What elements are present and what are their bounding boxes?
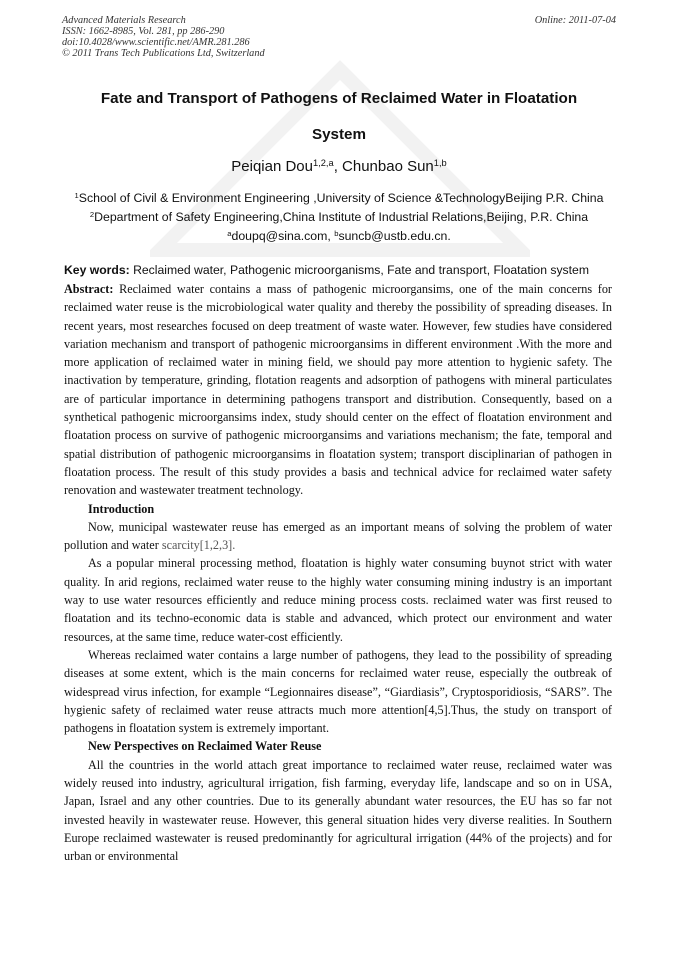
affiliation-text: Department of Safety Engineering,China Institute of Industrial Relations,Beijing, P.R. China bbox=[94, 210, 589, 224]
paper-title-line1: Fate and Transport of Pathogens of Reclaimed Water in Floatation bbox=[100, 90, 578, 107]
author-name: Peiqian Dou bbox=[231, 158, 313, 175]
paragraph: Whereas reclaimed water contains a large number of pathogens, they lead to the possibility of spreading diseases at some extent, which is the main concerns for reclaimed water reuse, especially the outbreak of widespread virus infection, for example “Legionnaires disease”, “Giardiasis”, Cryptosporidiosis, “SARS”. The hygienic safety of reclaimed water reuse attracts much more attention[4,5].Thus, the study on transport of pathogens in floatation system is extremely important. bbox=[64, 647, 612, 736]
abstract-text: Reclaimed water contains a mass of pathogenic microorgansims, one of the main concerns for reclaimed water reuse is the microbiological water quality and thereby the possibility of spreading diseases. In recent years, most researches focused on deep treatment of waste water. However, few studies have considered variation mechanism and transport of pathogenic microorgansims in different environment .With the more and more application of reclaimed water in mining field, we should pay more attention to hygienic safety. The inactivation by temperature, grinding, flotation reagents and adsorption of pathogens with mineral particulates are of particular importance in determining pathogens transport and distribution. Consequently, based on a synthetical pathogenic microorgansims index, study should center on the effect of floatation environment and floatation process on survive of pathogenic microorgansims and variations mechanism; the fate, temporal and spatial distribution of pathogenic microorgansims in floatation system; transport disciplinarian of pathogen in floatation process. The result of this study provides a basis and technical advice for reclaimed water safety renovation and wastewater treatment technology. bbox=[64, 282, 612, 498]
email-address: doupq@sina.com, bbox=[231, 229, 335, 243]
email-address: suncb@ustb.edu.cn. bbox=[338, 229, 451, 243]
email-marker: b bbox=[334, 228, 339, 238]
abstract-label: Abstract: bbox=[64, 282, 114, 296]
paragraph-text: Now, municipal wastewater reuse has emerged as an important means of solving the problem of water pollution and water bbox=[64, 519, 612, 553]
doi-line: doi:10.4028/www.scientific.net/AMR.281.286 bbox=[62, 37, 250, 48]
affiliation-marker: 1 bbox=[74, 190, 79, 200]
author-superscript: 1,2,a bbox=[313, 157, 334, 168]
affiliation-1 bbox=[40, 191, 638, 205]
author-list bbox=[62, 158, 616, 175]
email-marker: a bbox=[227, 228, 232, 238]
keywords-text: Reclaimed water, Pathogenic microorganisms, Fate and transport, Floatation system bbox=[129, 263, 589, 277]
affiliation-text: School of Civil & Environment Engineering ,University of Science &TechnologyBeijing P.R. China bbox=[78, 191, 604, 205]
paragraph bbox=[64, 518, 612, 555]
paper-title-line2: System bbox=[311, 126, 367, 143]
paragraph: All the countries in the world attach great importance to reclaimed water reuse, reclaimed water was widely reused into industry, agricultural irrigation, fish farming, everyday life, landscape and so on in USA, Japan, Israel and any other countries. Due to its generally abundant water resources, the EU has so far not invested heavily in wastewater reuse. However, this general situation hides very diverse realities. In Southern Europe reclaimed wastewater is reused predominantly for agricultural irrigation (44% of the projects) and for urban or environmental bbox=[64, 757, 612, 864]
affiliation-marker: 2 bbox=[89, 209, 95, 219]
author-separator: , bbox=[333, 158, 343, 175]
affiliation-2 bbox=[40, 210, 638, 224]
author-name: Chunbao Sun bbox=[342, 158, 434, 175]
online-date: Online: 2011-07-04 bbox=[534, 15, 616, 26]
copyright-line: © 2011 Trans Tech Publications Ltd, Switzerland bbox=[62, 48, 265, 59]
paragraph: As a popular mineral processing method, floatation is highly water consuming buynot strict with water quality. In arid regions, reclaimed water reuse to the highly water consuming mining industry is an important way to use water resources efficiently and reduce mining process costs. reclaimed water was first reused to floatation and its techno-economic data is stable and advanced, which protect our environment and water resources, at the same time, reduce water-cost efficiently. bbox=[64, 556, 612, 644]
journal-header bbox=[62, 15, 616, 59]
section-heading-perspectives: New Perspectives on Reclaimed Water Reuse bbox=[88, 739, 322, 754]
keywords-label: Key words: bbox=[64, 263, 130, 277]
author-superscript: 1,b bbox=[433, 157, 447, 168]
author-emails bbox=[40, 229, 638, 243]
citation: scarcity[1,2,3]. bbox=[161, 538, 236, 553]
paper-body bbox=[64, 280, 612, 866]
issn-line: ISSN: 1662-8985, Vol. 281, pp 286-290 bbox=[62, 26, 225, 37]
journal-name: Advanced Materials Research bbox=[62, 15, 186, 26]
keywords bbox=[64, 263, 616, 277]
abstract bbox=[64, 280, 612, 500]
section-heading-introduction: Introduction bbox=[88, 501, 155, 516]
